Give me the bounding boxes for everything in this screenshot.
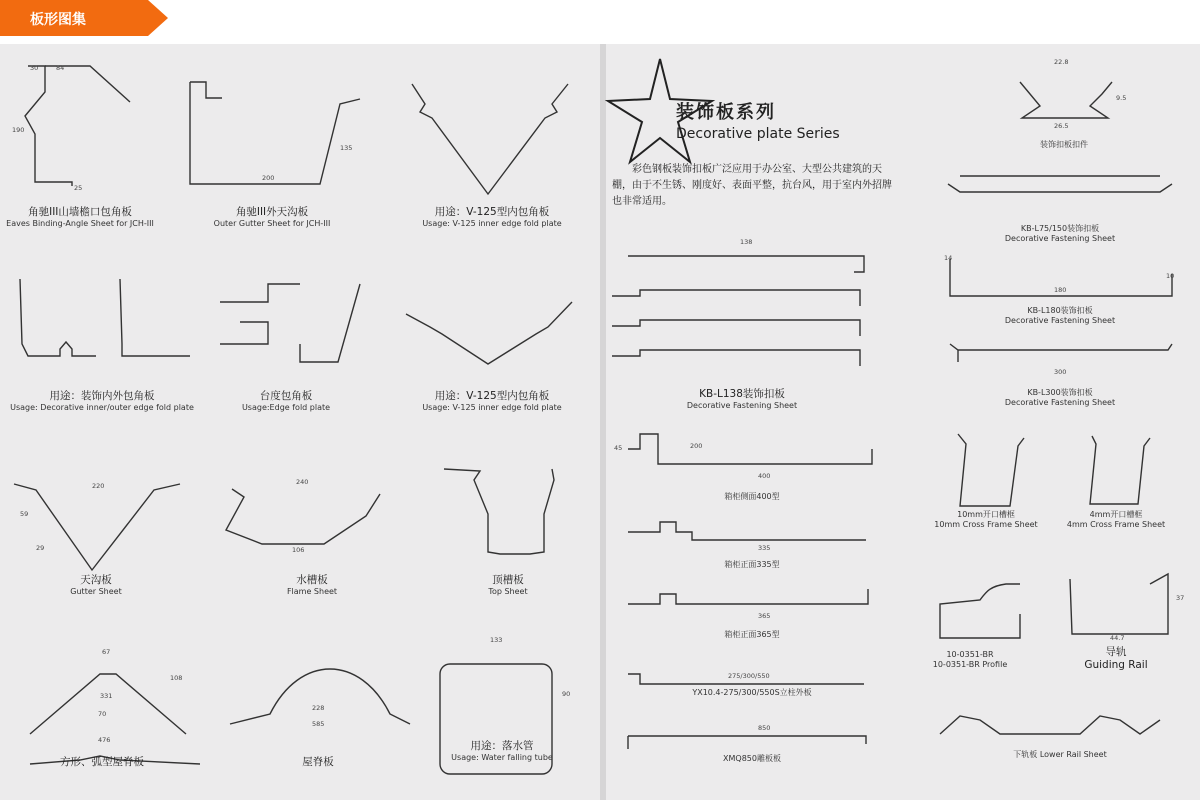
xmq-profile [628, 736, 866, 749]
jian400-profile [628, 434, 872, 464]
dim-label: 228 [312, 704, 325, 712]
dim-label: 331 [100, 692, 113, 700]
dim-label: 10 [1166, 272, 1175, 280]
dim-label: 200 [262, 174, 275, 182]
dim-label: 59 [20, 510, 29, 518]
caption-frame4: 4mm开口槽框 4mm Cross Frame Sheet [1066, 510, 1166, 529]
dim-label: 108 [170, 674, 183, 682]
caption-lower-rail: 下轨板 Lower Rail Sheet [1013, 750, 1107, 759]
section-title: 板形图集 [30, 12, 86, 28]
decorative-fold-right [120, 279, 190, 356]
rail-profile [1070, 574, 1168, 634]
caption-edge-fold: 台度包角板 Usage:Edge fold plate [241, 390, 331, 412]
dim-label: 84 [56, 64, 65, 72]
kb138-sheet [628, 256, 864, 272]
frame10-profile [958, 434, 1024, 506]
caption-v125-bottom: 用途：V-125型内包角板 Usage: V-125 inner edge fold plate [422, 390, 562, 412]
caption-jian365: 箱柜正面365型 [724, 630, 780, 639]
caption-frame10: 10mm开口槽框 10mm Cross Frame Sheet [934, 510, 1038, 529]
caption-xmq: XMQ850雕板板 [723, 754, 781, 763]
catalog-scan-page [0, 44, 1200, 800]
fastener-clip [1020, 82, 1112, 118]
profile-drawings [0, 44, 1200, 800]
ridge-sheet-round [230, 669, 410, 724]
jian335-profile [628, 522, 866, 540]
dim-label: 275/300/550 [728, 672, 770, 680]
eaves-binding-angle-profile [25, 66, 72, 186]
dim-label: 106 [292, 546, 305, 554]
dim-label: 25 [74, 184, 83, 192]
dim-label: 9.5 [1116, 94, 1127, 102]
br-profile [940, 584, 1020, 638]
top-sheet-profile [444, 469, 554, 554]
caption-rail: 导轨 Guiding Rail [1084, 646, 1148, 671]
dim-label: 850 [758, 724, 771, 732]
ridge-sheet-square [30, 674, 186, 734]
dim-label: 585 [312, 720, 325, 728]
v125-inner-fold-bottom [406, 302, 572, 364]
edge-fold-plate [220, 284, 360, 362]
caption-yx: YX10.4-275/300/550S立柱外板 [692, 688, 812, 697]
kb300-sheet [950, 344, 1172, 362]
dim-label: 190 [12, 126, 25, 134]
caption-outer-gutter: 角驰III外天沟板 Outer Gutter Sheet for JCH-III [213, 206, 331, 228]
caption-kb180: KB-L180装饰扣板 Decorative Fastening Sheet [1004, 306, 1116, 325]
dim-label: 335 [758, 544, 771, 552]
caption-kb75: KB-L75/150装饰扣板 Decorative Fastening Sheet [1004, 224, 1116, 243]
dim-label: 44.7 [1110, 634, 1125, 642]
outer-gutter-profile [190, 82, 360, 184]
dim-label: 400 [758, 472, 771, 480]
decorative-fold-left [20, 279, 96, 356]
caption-fastener: 装饰扣板扣件 [1040, 140, 1088, 149]
dim-label: 70 [98, 710, 107, 718]
caption-kb138: KB-L138装饰扣板 Decorative Fastening Sheet [686, 388, 798, 410]
dim-label: 37 [1176, 594, 1185, 602]
frame4-profile [1090, 436, 1150, 504]
caption-ridge-square: 方形、弧型屋脊板 [60, 756, 144, 768]
kb138-stack-1 [612, 290, 860, 306]
gutter-sheet-profile [14, 484, 180, 570]
lower-rail-profile [940, 716, 1160, 734]
dim-label: 240 [296, 478, 309, 486]
caption-eaves-binding: 角驰III山墙檐口包角板 Eaves Binding-Angle Sheet for JCH-III [6, 206, 154, 228]
dim-label: 180 [1054, 286, 1067, 294]
kb138-stack-3 [612, 350, 860, 366]
dim-label: 133 [490, 636, 503, 644]
series-title-cn: 装饰板系列 [676, 102, 776, 123]
v125-inner-fold-top [412, 84, 568, 194]
caption-decorative-fold: 用途：装饰内外包角板 Usage: Decorative inner/outer edge fold plate [10, 390, 194, 412]
caption-kb300: KB-L300装饰扣板 Decorative Fastening Sheet [1004, 388, 1116, 407]
caption-gutter-sheet: 天沟板 Gutter Sheet [70, 574, 122, 596]
dim-label: 476 [98, 736, 111, 744]
dim-label: 90 [562, 690, 571, 698]
dim-label: 138 [740, 238, 753, 246]
dim-label: 30 [30, 64, 39, 72]
dim-label: 45 [614, 444, 623, 452]
dim-label: 135 [340, 144, 353, 152]
dim-label: 29 [36, 544, 45, 552]
dim-label: 300 [1054, 368, 1067, 376]
caption-ridge: 屋脊板 [302, 756, 334, 768]
dim-label: 14 [944, 254, 953, 262]
caption-v125-top: 用途：V-125型内包角板 Usage: V-125 inner edge fold plate [422, 206, 562, 228]
kb138-stack-2 [612, 320, 860, 336]
caption-br: 10-0351-BR 10-0351-BR Profile [932, 650, 1008, 669]
caption-jian400: 箱柜侧面400型 [724, 492, 780, 501]
caption-water-tube: 用途：落水管 Usage: Water falling tube [451, 740, 553, 762]
dim-label: 22.8 [1054, 58, 1069, 66]
caption-jian335: 箱柜正面335型 [724, 560, 780, 569]
kb75-sheet [948, 176, 1172, 192]
caption-top-sheet: 顶槽板 Top Sheet [488, 574, 528, 596]
dim-label: 67 [102, 648, 111, 656]
dim-label: 200 [690, 442, 703, 450]
dim-label: 26.5 [1054, 122, 1069, 130]
jian365-profile [628, 589, 868, 604]
dim-label: 220 [92, 482, 105, 490]
series-title-en: Decorative plate Series [676, 126, 840, 142]
series-description: 彩色钢板装饰扣板广泛应用于办公室、大型公共建筑的天棚，由于不生锈、刚度好、表面平整，抗台风，用于室内外招牌也非常适用。 [612, 164, 892, 207]
dim-label: 365 [758, 612, 771, 620]
flame-sheet-profile [226, 489, 380, 544]
caption-flame-sheet: 水槽板 Flame Sheet [286, 574, 338, 596]
section-header-tab [0, 0, 168, 36]
series-heading [676, 98, 840, 142]
